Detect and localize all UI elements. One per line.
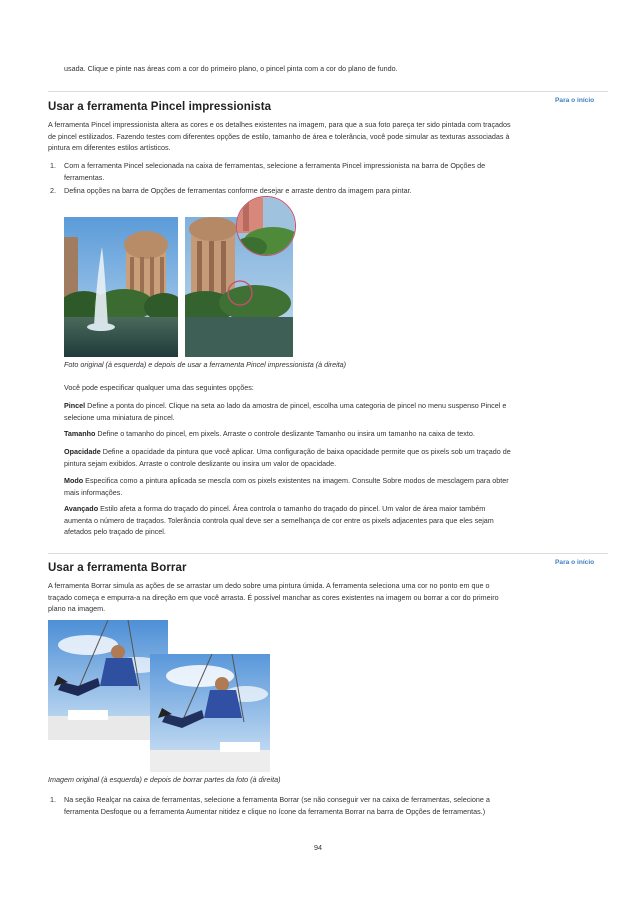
option-term: Modo: [64, 476, 84, 485]
intro-line: de pincel estilizados. Fazendo testes com diferentes opções de estilo, tamanho de área e tolerância, você pode simular as texturas associadas à: [48, 131, 510, 141]
intro-line: A ferramenta Pincel impressionista altera as cores e os detalhes existentes na imagem, para que a sua foto pareça ter sido pintada com traçados: [48, 120, 511, 129]
option-avancado: [64, 503, 612, 538]
fountain-photo-graphic: [64, 217, 178, 357]
section-title: Usar a ferramenta Borrar: [48, 562, 187, 574]
options-intro: Você pode especificar qualquer uma das seguintes opções:: [64, 383, 254, 392]
back-to-top-link[interactable]: Para o início: [555, 97, 595, 104]
option-line: afetados pelo traçado de pincel.: [64, 527, 166, 536]
step-number: 1.: [50, 795, 56, 804]
section-intro: [48, 119, 613, 154]
option-tamanho: [64, 428, 612, 440]
step-line: Defina opções na barra de Opções de ferramentas conforme desejar e arraste dentro da imagem para pintar.: [64, 186, 412, 195]
page-number: 94: [314, 843, 322, 852]
option-line: selecione uma miniatura de pincel.: [64, 412, 175, 422]
option-modo: [64, 475, 612, 498]
option-pincel: [64, 400, 612, 423]
option-line: pintura sejam exibidos. Arraste o controle deslizante ou insira um valor de opacidade.: [64, 458, 337, 468]
option-line: aumenta o número de traçados. Tolerância controla qual deve ser a semelhança de cor entre os pixels adjacentes para que eles sejam: [64, 515, 494, 525]
step-text: [64, 185, 412, 197]
step-number: 2.: [50, 186, 56, 195]
step-text: [64, 794, 490, 817]
step-line: Com a ferramenta Pincel selecionada na caixa de ferramentas, selecione a ferramenta Pincel impressionista na barra de Opções de: [64, 161, 486, 170]
option-line: Define a ponta do pincel. Clique na seta ao lado da amostra de pincel, escolha uma categoria de pincel no menu suspenso Pincel e: [85, 401, 507, 410]
option-term: Avançado: [64, 504, 99, 513]
back-to-top-link[interactable]: Para o início: [555, 559, 595, 566]
zoom-detail-graphic: [237, 197, 295, 255]
intro-line: A ferramenta Borrar simula as ações de se arrastar um dedo sobre uma pintura úmida. A ferramenta seleciona uma cor no ponto em que o: [48, 581, 490, 590]
option-line: Especifica como a pintura aplicada se mescla com os pixels existentes na imagem. Consulte Sobre modos de mesclagem para obter: [83, 476, 509, 485]
list-item: [50, 160, 610, 184]
list-item: [50, 794, 610, 818]
zoom-detail-circle: [236, 196, 296, 256]
step-line: ferramenta Desfoque ou a ferramenta Aumentar nitidez e clique no ícone da ferramenta Borrar na barra de Opções de ferramentas.): [64, 806, 486, 816]
option-line: Define a opacidade da pintura que você aplicar. Uma configuração de baixa opacidade permite que os pixels sob um traçado de: [100, 447, 511, 456]
section-intro: [48, 580, 613, 615]
list-item: [50, 185, 610, 197]
intro-line: traçado começa e empurra-a na direção em que você arrasta. É possível manchar as cores existentes na imagem ou borrar a cor do primeiro: [48, 592, 499, 602]
section-title: Usar a ferramenta Pincel impressionista: [48, 101, 272, 113]
step-text: [64, 160, 485, 183]
smudged-photo-swing: [150, 654, 270, 772]
figure-caption: Imagem original (à esquerda) e depois de borrar partes da foto (à direita): [48, 775, 281, 784]
smudged-photo-graphic: [150, 654, 270, 772]
intro-line: pintura em diferentes estilos artísticos.: [48, 143, 171, 152]
step-line: ferramentas.: [64, 172, 105, 182]
original-photo-fountain: [64, 217, 178, 357]
figure-caption: Foto original (à esquerda) e depois de usar a ferramenta Pincel impressionista (à direita): [64, 360, 347, 369]
option-term: Pincel: [64, 401, 86, 410]
intro-line: plano na imagem.: [48, 604, 106, 613]
option-line: Estilo afeta a forma do traçado do pincel. Área controla o tamanho do traçado do pincel. Um valor de área maior também: [98, 504, 486, 513]
option-line: Define o tamanho do pincel, em pixels. Arraste o controle deslizante Tamanho ou insira um tamanho na caixa de texto.: [95, 429, 475, 438]
step-line: Na seção Realçar na caixa de ferramentas, selecione a ferramenta Borrar (se não conseguir ver na caixa de ferramentas, selecione a: [64, 795, 490, 804]
step-number: 1.: [50, 161, 56, 170]
option-term: Opacidade: [64, 447, 101, 456]
section-divider: [48, 91, 608, 92]
continuation-text: usada. Clique e pinte nas áreas com a cor do primeiro plano, o pincel pinta com a cor do plano de fundo.: [64, 64, 398, 73]
option-term: Tamanho: [64, 429, 96, 438]
option-line: mais informações.: [64, 487, 123, 497]
option-opacidade: [64, 446, 612, 469]
section-divider: [48, 553, 608, 554]
